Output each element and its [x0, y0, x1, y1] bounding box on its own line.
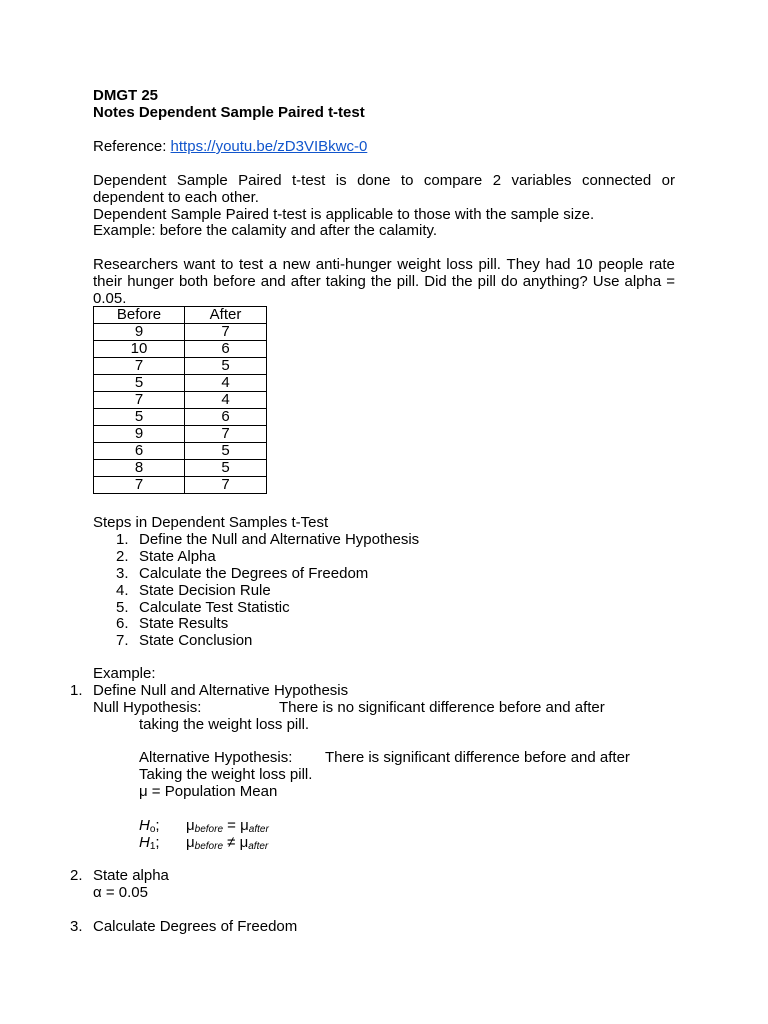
- step-number: 5.: [116, 599, 129, 616]
- table-row: [94, 477, 267, 494]
- step-number: 1.: [116, 531, 129, 548]
- table-row: [94, 409, 267, 426]
- h0-equation: μbefore = μafter: [186, 817, 269, 835]
- alt-hypothesis-label: Alternative Hypothesis:: [139, 749, 293, 766]
- step-1-title: Define Null and Alternative Hypothesis: [93, 682, 349, 699]
- step-item: Define the Null and Alternative Hypothesis: [139, 531, 420, 548]
- cell-after: 7: [185, 324, 267, 341]
- table-row: [94, 443, 267, 460]
- intro-paragraph: [93, 172, 675, 189]
- cell-before: 8: [94, 460, 185, 477]
- document-title: Notes Dependent Sample Paired t-test: [93, 104, 365, 121]
- table-row: [94, 341, 267, 358]
- intro-line-1b: dependent to each other.: [93, 189, 259, 206]
- step-3-number: 3.: [70, 918, 83, 935]
- cell-after: 5: [185, 358, 267, 375]
- cell-after: 6: [185, 409, 267, 426]
- step-item: State Alpha: [139, 548, 216, 565]
- table-row: [94, 426, 267, 443]
- cell-before: 9: [94, 324, 185, 341]
- cell-after: 7: [185, 426, 267, 443]
- table-row: [94, 358, 267, 375]
- table-header-row: [94, 307, 267, 324]
- header-before: Before: [94, 307, 185, 324]
- data-table: [93, 306, 267, 494]
- cell-before: 7: [94, 477, 185, 494]
- step-2-title: State alpha: [93, 867, 169, 884]
- problem-line-1: Researchers want to test a new anti-hunger weight loss pill. They had 10 people rate: [93, 256, 675, 273]
- table-row: [94, 375, 267, 392]
- null-hypothesis-cont: taking the weight loss pill.: [139, 716, 310, 733]
- table-row: [94, 324, 267, 341]
- step-item: State Results: [139, 615, 229, 632]
- cell-after: 4: [185, 375, 267, 392]
- course-code: DMGT 25: [93, 87, 159, 104]
- step-1-number: 1.: [70, 682, 83, 699]
- h1-symbol: H1;: [139, 834, 160, 852]
- step-item: Calculate Test Statistic: [139, 599, 290, 616]
- null-hypothesis-text: There is no significant difference before and after: [279, 699, 605, 716]
- reference-line: [93, 138, 367, 155]
- intro-line-2: Dependent Sample Paired t-test is applicable to those with the sample size.: [93, 206, 595, 223]
- step-number: 6.: [116, 615, 129, 632]
- cell-before: 10: [94, 341, 185, 358]
- reference-label: Reference:: [93, 138, 171, 155]
- intro-line-3: Example: before the calamity and after the calamity.: [93, 222, 438, 239]
- cell-before: 9: [94, 426, 185, 443]
- mu-definition: μ = Population Mean: [139, 783, 278, 800]
- step-item: Calculate the Degrees of Freedom: [139, 565, 369, 582]
- cell-after: 5: [185, 443, 267, 460]
- header-after: After: [185, 307, 267, 324]
- h0-symbol: Ho;: [139, 817, 160, 835]
- step-item: State Decision Rule: [139, 582, 271, 599]
- cell-before: 7: [94, 358, 185, 375]
- h1-equation: μbefore ≠ μafter: [186, 834, 269, 852]
- problem-line-3: 0.05.: [93, 290, 127, 307]
- intro-line-1a: Dependent Sample Paired t-test is done to compare 2 variables connected or: [93, 172, 675, 189]
- reference-link[interactable]: https://youtu.be/zD3VIBkwc-0: [170, 138, 368, 155]
- cell-before: 5: [94, 375, 185, 392]
- step-item: State Conclusion: [139, 632, 253, 649]
- step-number: 7.: [116, 632, 129, 649]
- problem-line-2: their hunger both before and after taking the pill. Did the pill do anything? Use alpha =: [93, 273, 675, 290]
- cell-after: 4: [185, 392, 267, 409]
- cell-before: 6: [94, 443, 185, 460]
- cell-after: 5: [185, 460, 267, 477]
- step-number: 4.: [116, 582, 129, 599]
- cell-before: 7: [94, 392, 185, 409]
- cell-after: 6: [185, 341, 267, 358]
- null-hypothesis-label: Null Hypothesis:: [93, 699, 202, 716]
- alt-hypothesis-cont: Taking the weight loss pill.: [139, 766, 313, 783]
- cell-before: 5: [94, 409, 185, 426]
- cell-after: 7: [185, 477, 267, 494]
- table-row: [94, 392, 267, 409]
- table-row: [94, 460, 267, 477]
- step-number: 3.: [116, 565, 129, 582]
- alt-hypothesis-text: There is significant difference before and after: [325, 749, 630, 766]
- steps-title: Steps in Dependent Samples t-Test: [93, 514, 329, 531]
- example-label: Example:: [93, 665, 156, 682]
- step-3-title: Calculate Degrees of Freedom: [93, 918, 298, 935]
- alpha-value: α = 0.05: [93, 884, 148, 901]
- step-number: 2.: [116, 548, 129, 565]
- step-2-number: 2.: [70, 867, 83, 884]
